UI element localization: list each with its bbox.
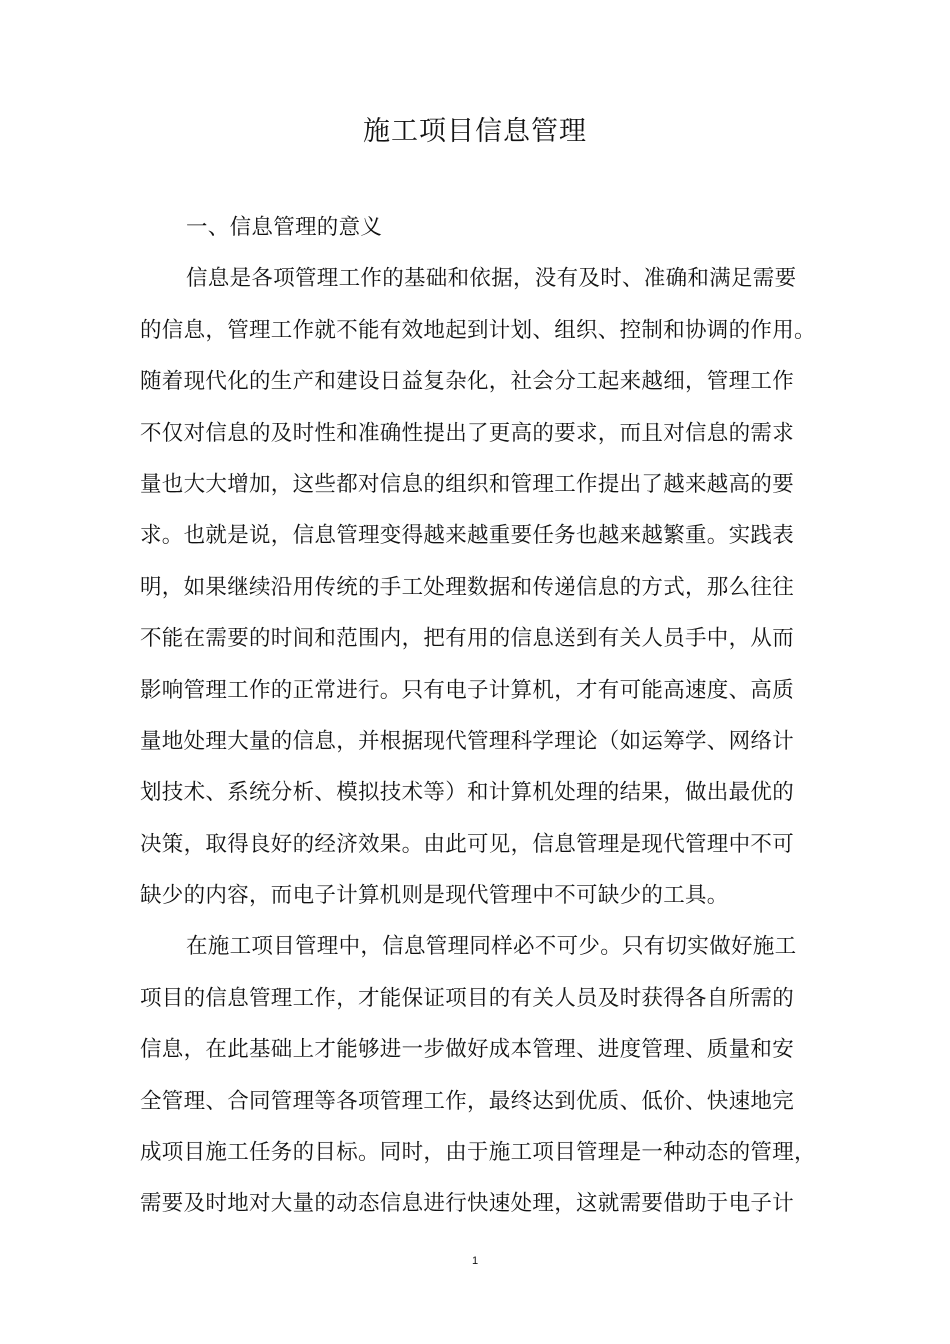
paragraph-line: 成项目施工任务的目标。同时，由于施工项目管理是一种动态的管理， [140, 1140, 816, 1166]
paragraph-line: 需要及时地对大量的动态信息进行快速处理，这就需要借助于电子计 [140, 1191, 795, 1217]
paragraph-line: 不能在需要的时间和范围内，把有用的信息送到有关人员手中，从而 [140, 626, 795, 652]
document-body [140, 210, 840, 1238]
page-number: 1 [471, 1255, 479, 1267]
paragraph-line: 划技术、系统分析、模拟技术等）和计算机处理的结果，做出最优的 [140, 780, 795, 806]
paragraph-line: 项目的信息管理工作，才能保证项目的有关人员及时获得各自所需的 [140, 985, 795, 1011]
paragraph-line: 信息是各项管理工作的基础和依据，没有及时、准确和满足需要 [186, 266, 797, 292]
paragraph-line: 影响管理工作的正常进行。只有电子计算机，才有可能高速度、高质 [140, 677, 795, 703]
paragraph-line: 的信息，管理工作就不能有效地起到计划、组织、控制和协调的作用。 [140, 317, 816, 343]
paragraph-line: 决策，取得良好的经济效果。由此可见，信息管理是现代管理中不可 [140, 831, 795, 857]
paragraph-line: 量地处理大量的信息，并根据现代管理科学理论（如运筹学、网络计 [140, 728, 795, 754]
paragraph-line: 求。也就是说，信息管理变得越来越重要任务也越来越繁重。实践表 [140, 523, 795, 549]
paragraph-line: 缺少的内容，而电子计算机则是现代管理中不可缺少的工具。 [140, 883, 729, 909]
paragraph-line: 在施工项目管理中，信息管理同样必不可少。只有切实做好施工 [186, 934, 797, 960]
page-title: 施工项目信息管理 [363, 116, 587, 147]
paragraph-line: 信息，在此基础上才能够进一步做好成本管理、进度管理、质量和安 [140, 1037, 795, 1063]
paragraph-line: 全管理、合同管理等各项管理工作，最终达到优质、低价、快速地完 [140, 1088, 795, 1114]
paragraph-line: 量也大大增加，这些都对信息的组织和管理工作提出了越来越高的要 [140, 471, 795, 497]
paragraph-line: 随着现代化的生产和建设日益复杂化，社会分工起来越细，管理工作 [140, 369, 795, 395]
paragraph-line: 不仅对信息的及时性和准确性提出了更高的要求，而且对信息的需求 [140, 420, 795, 446]
paragraph-line: 明，如果继续沿用传统的手工处理数据和传递信息的方式，那么往往 [140, 574, 795, 600]
section-heading: 一、信息管理的意义 [186, 215, 383, 240]
